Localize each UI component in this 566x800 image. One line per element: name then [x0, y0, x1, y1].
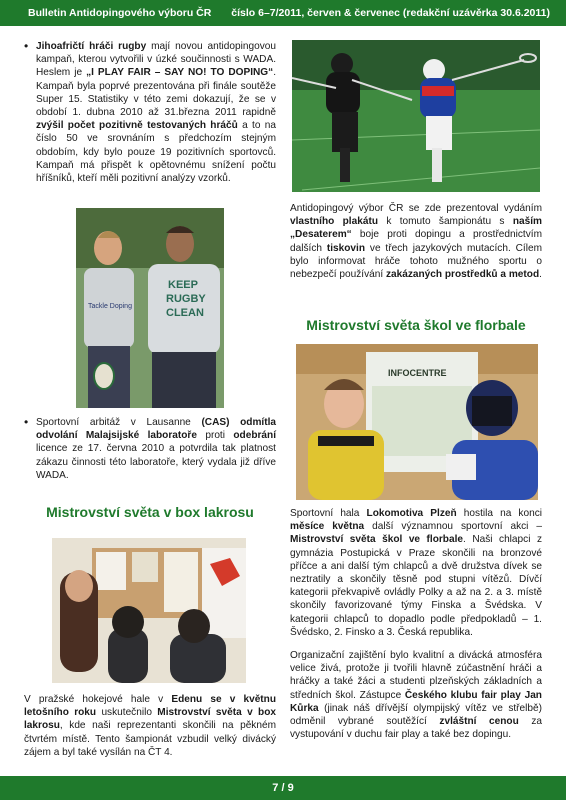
floorball-paragraph-1: Sportovní hala Lokomotiva Plzeň hostila na konci měsíce května další významnou sportovní akci – Mistrovství světa škol ve florbale. Naši chlapci z gymnázia Postupická v Praze skončili na bronzové příčce a ani další tým chlapců a dvě družstva dívek se neztratily a skončily těsně pod stupni vítězů. Dívčí kategorii překvapivě ovládly Polky a až na 2. a 3. místě skončily favorizované týmy Finska a Švédska. V kategorii chlapců to dopadlo podle předpokladů – 1. Švédsko, 2. Finsko a 3. Česká republika.	[290, 508, 542, 638]
rugby-photo	[76, 208, 224, 408]
infocentre-sign: INFOCENTRE	[388, 368, 447, 378]
box-lacrosse-paragraph: V pražské hokejové hale v Edenu se v květnu letošního roku uskutečnilo Mistrovství světa v box lakrosu, kde naši reprezentanti skončili na pěkném čtvrtém místě. Tento šampionát vzbudil velký divácký zájem a byl také vysílán na ČT 4.	[24, 694, 277, 758]
lacrosse-booth-photo	[52, 538, 246, 683]
page-number: 7 / 9	[272, 782, 294, 794]
page-header	[0, 0, 566, 26]
shirt-keep: KEEP	[168, 279, 198, 291]
section-title-box-lacrosse: Mistrovství světa v box lakrosu	[46, 504, 254, 520]
rugby-bullet: • Jihoafričtí hráči rugby mají novou antidopingovou kampaň, kterou vytvořili v úzké součinnosti s WADA. Heslem je „I PLAY FAIR – SAY NO! TO DOPING“. Kampaň byla poprvé prezentována při finále soutěže Super 15. Statistiky v této zemi dokazují, že se v období 1. dubna 2010 až 31.března 2011 rapidně zvýšil počet pozitivně testovaných hráčů a to na číslo 50 ve srovnáním s předchozím stejným obdobím, kdy bylo pouze 19 pozitivních sportovců. Kampaň má přispět k opětovnému snížení počtu hříšníků, kteří měli pozitivní analýzy vzorků.	[24, 40, 276, 185]
section-title-floorball: Mistrovství světa škol ve florbale	[306, 317, 526, 333]
left-column-top	[24, 40, 276, 185]
page-footer	[0, 776, 566, 800]
floorball-paragraph-2: Organizační zajištění bylo kvalitní a divácká atmosféra velice živá, protože ji tvořili hlavně zúčastnění hráči a hráčky a také žáci a studenti plzeňských základních a středních škol. Zástupce Českého klubu fair play Jan Kůrka (jinak náš dřívější olympijský vítěz ve střelbě) odměnil vybrané soutěžící zvláštní cenou za vystupování v duchu fair play a také bez dopingu.	[290, 650, 542, 741]
shirt-clean: CLEAN	[166, 307, 204, 319]
cas-bullet: • Sportovní arbitáž v Lausanne (CAS) odmítla odvolání Malajsijské laboratoře proti odebrání licence ze 17. června 2010 a potvrdila tak platnost zákazu činnosti této laboratoře, který vydala již dříve WADA.	[24, 416, 276, 482]
shirt-text: Tackle Doping	[88, 303, 132, 310]
box-lacrosse-section	[24, 503, 276, 521]
right-column-top	[290, 202, 542, 281]
floorball-text	[290, 507, 542, 741]
poster-paragraph: Antidopingový výbor ČR se zde prezentoval vydáním vlastního plakátu k tomuto šampionátu s naším „Desaterem“ boje proti dopingu a prostřednictvím dalších tiskovin ve třech jazykových mutacích. Cílem bylo informovat hráče tohoto mužného sportu o nebezpečí používání zakázaných prostředků a metod.	[290, 203, 542, 281]
issue-info: číslo 6–7/2011, červen & červenec (redakční uzávěrka 30.6.2011)	[231, 7, 550, 19]
box-lacrosse-text	[24, 693, 276, 759]
bulletin-title: Bulletin Antidopingového výboru ČR	[28, 7, 212, 19]
lacrosse-game-photo	[292, 40, 540, 192]
shirt-rugby: RUGBY	[166, 293, 206, 305]
floorball-photo	[296, 344, 538, 500]
floorball-section	[290, 316, 542, 334]
left-column-mid	[24, 416, 276, 482]
